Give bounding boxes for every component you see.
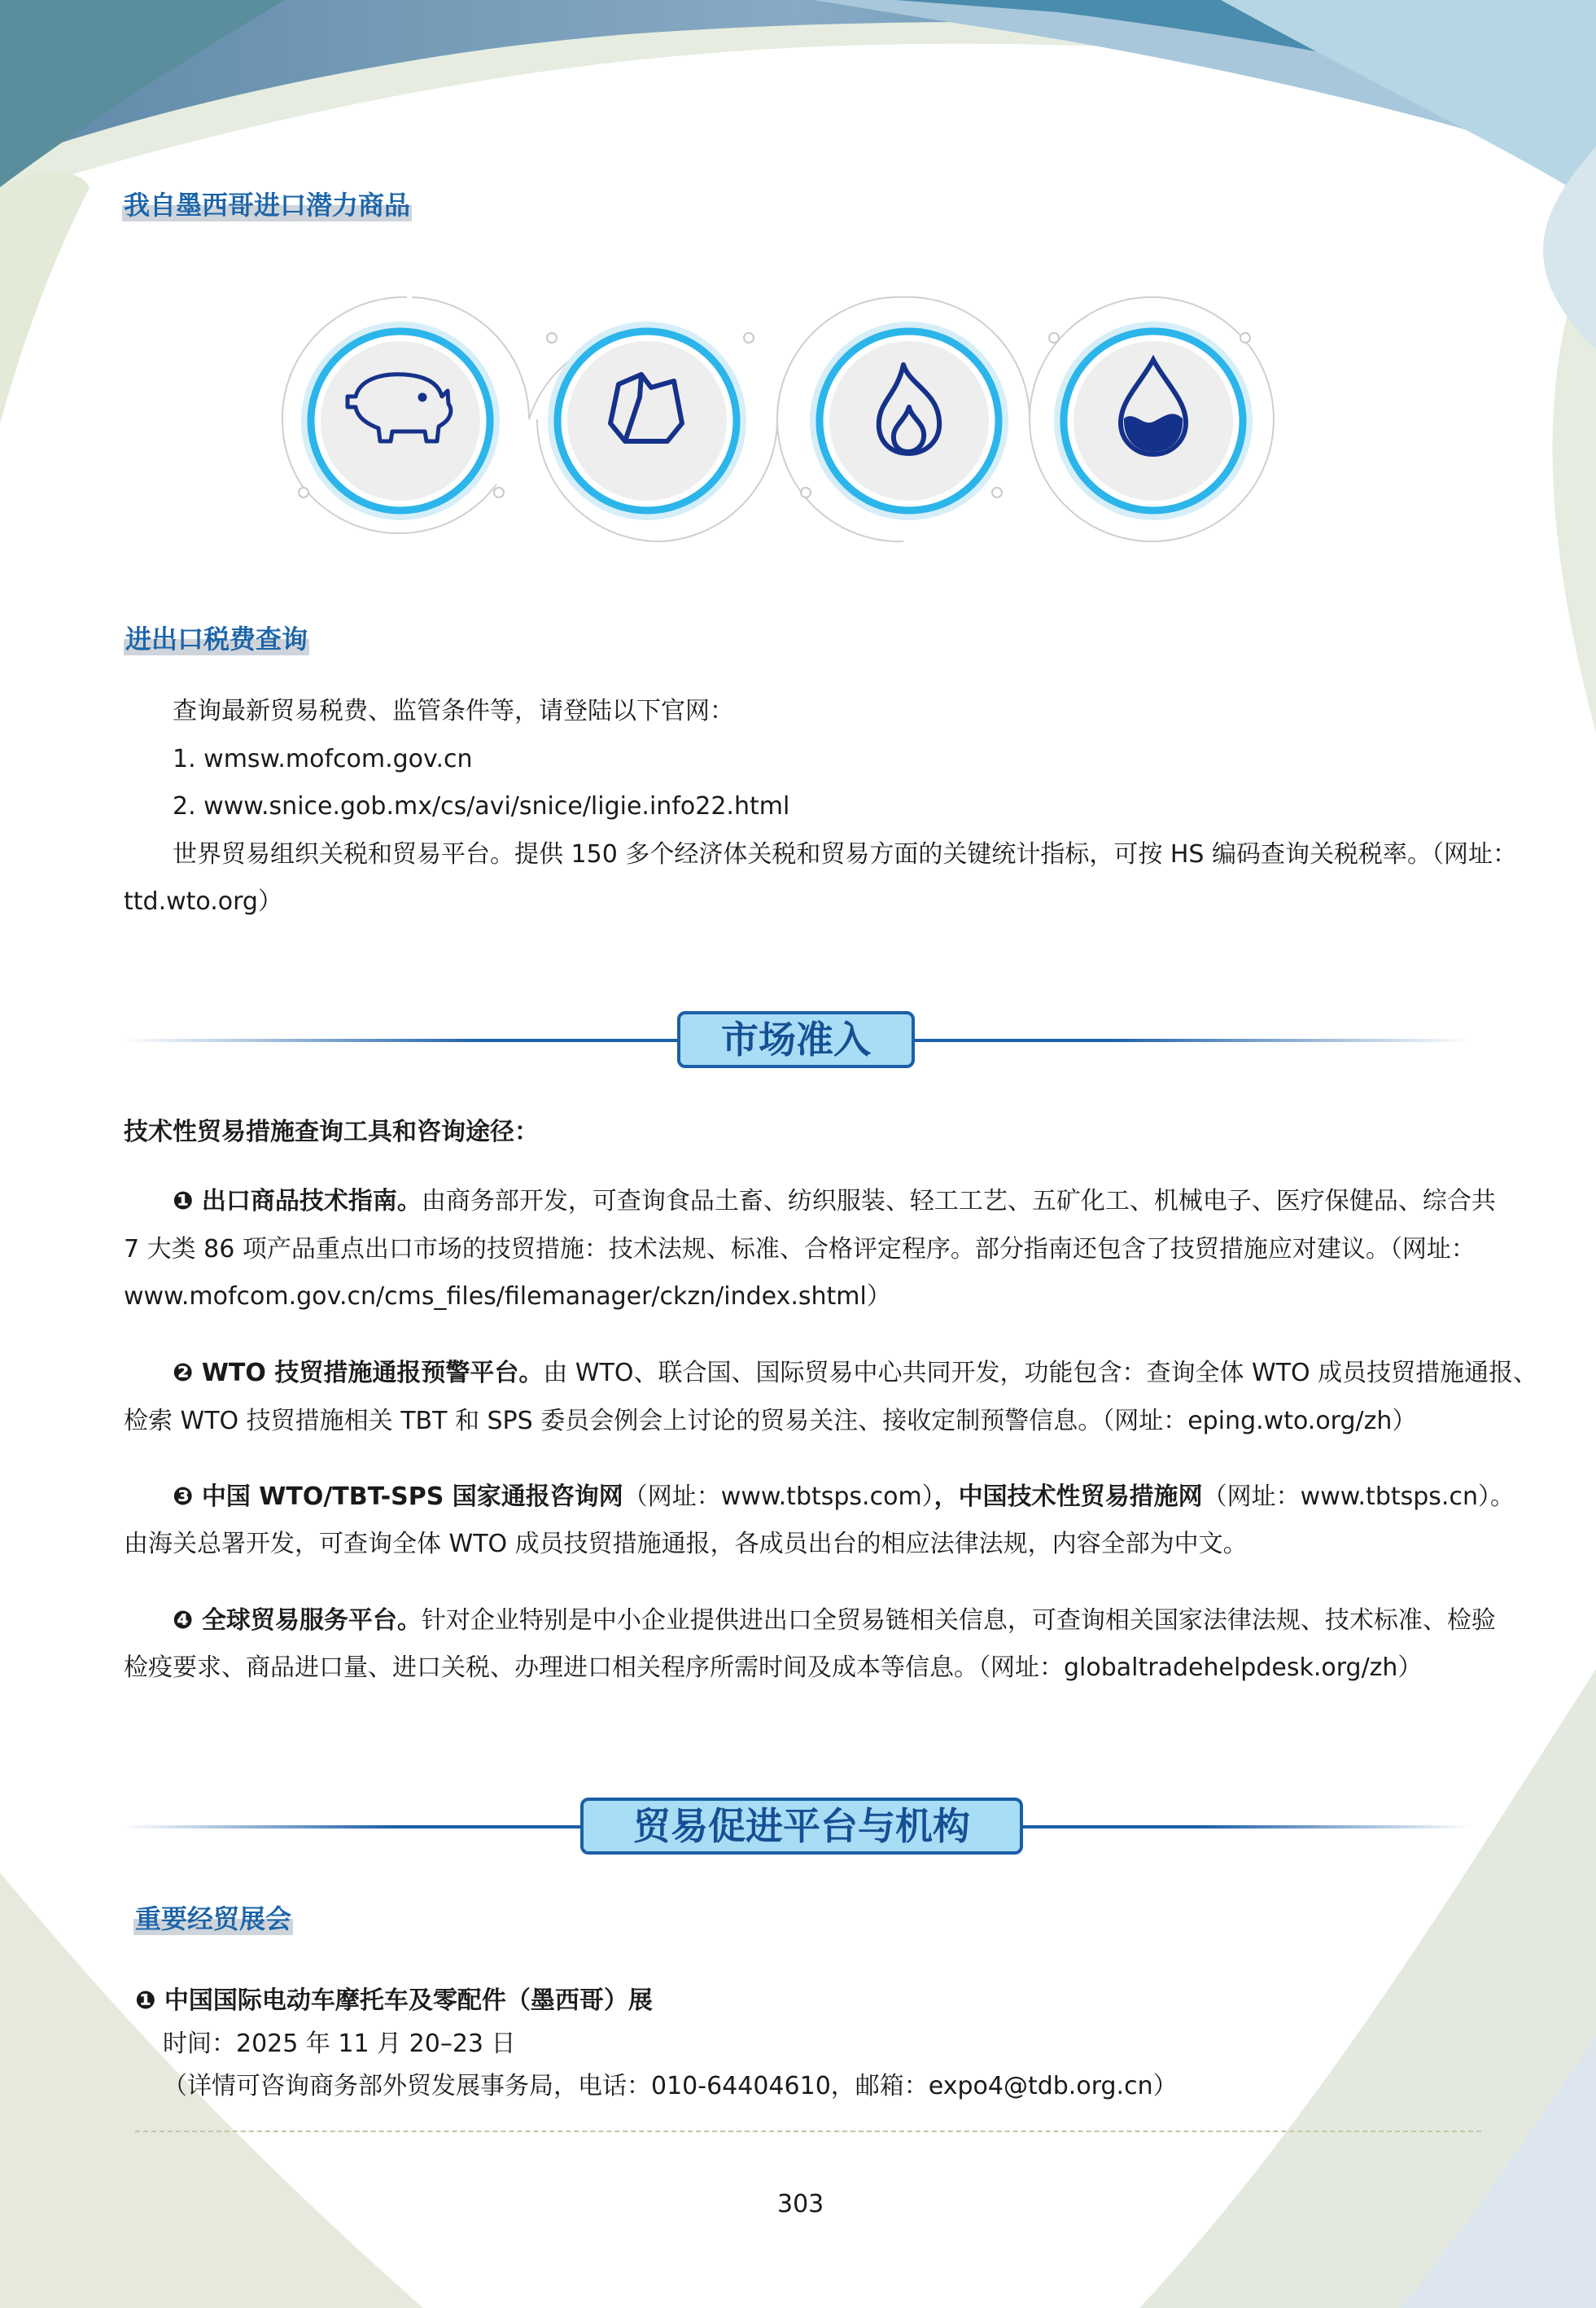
- market-item-3-line2: 由海关总署开发，可查询全体 WTO 成员技贸措施通报，各成员出台的相应法律法规，内容全部为中文。: [124, 1530, 1248, 1558]
- market-item-1-line3[interactable]: www.mofcom.gov.cn/cms_files/filemanager/ckzn/index.shtml）: [124, 1282, 891, 1311]
- expo-contact: （详情可咨询商务部外贸发展事务局，电话：010-64404610，邮箱：expo4@tdb.org.cn）: [163, 2072, 1178, 2100]
- promotion-subheading: 重要经贸展会: [135, 1903, 292, 1934]
- market-intro: 技术性贸易措施查询工具和咨询途径：: [124, 1118, 539, 1146]
- product-pork: [299, 319, 502, 523]
- market-title: 市场准入: [677, 1011, 915, 1068]
- tax-heading: 进出口税费查询: [125, 624, 308, 655]
- tax-wto-line2[interactable]: ttd.wto.org）: [124, 887, 282, 916]
- tax-wto-line1: 世界贸易组织关税和贸易平台。提供 150 多个经济体关税和贸易方面的关键统计指标，可按 HS 编码查询关税税率。（网址：: [173, 840, 1518, 869]
- page-number: 303: [777, 2190, 824, 2218]
- tax-link-2[interactable]: 2. www.snice.gob.mx/cs/avi/snice/ligie.info22.html: [173, 792, 790, 821]
- divider: [135, 2131, 1481, 2132]
- product-lng: [807, 319, 1011, 523]
- market-item-3-title-a: ❸ 中国 WTO/TBT-SPS 国家通报咨询网: [173, 1482, 623, 1511]
- market-item-1-line1: ❶ 出口商品技术指南。由商务部开发，可查询食品土畜、纺织服装、轻工工艺、五矿化工、机械电子、医疗保健品、综合共: [173, 1187, 1496, 1215]
- expo-time: 时间：2025 年 11 月 20–23 日: [163, 2030, 516, 2058]
- products-heading: 我自墨西哥进口潜力商品: [124, 190, 411, 221]
- market-item-3-title-b: ，中国技术性贸易措施网: [934, 1482, 1203, 1511]
- market-item-4-line1: ❹ 全球贸易服务平台。针对企业特别是中小企业提供进出口全贸易链相关信息，可查询相关国家法律法规、技术标准、检验: [173, 1606, 1496, 1635]
- tax-link-1[interactable]: 1. wmsw.mofcom.gov.cn: [173, 745, 473, 773]
- market-item-3-line1: ❸ 中国 WTO/TBT-SPS 国家通报咨询网（网址：www.tbtsps.com），中国技术性贸易措施网（网址：www.tbtsps.cn）。: [173, 1482, 1515, 1511]
- market-item-2-line1: ❷ WTO 技贸措施通报预警平台。由 WTO、联合国、国际贸易中心共同开发，功能包含：查询全体 WTO 成员技贸措施通报、: [173, 1359, 1538, 1387]
- market-item-1-line2: 7 大类 86 项产品重点出口市场的技贸措施：技术法规、标准、合格评定程序。部分指南还包含了技贸措施应对建议。（网址：: [124, 1235, 1476, 1263]
- market-item-4-title: ❹ 全球贸易服务平台。: [173, 1606, 422, 1635]
- market-item-2-title: ❷ WTO 技贸措施通报预警平台。: [173, 1359, 544, 1387]
- market-item-1-title: ❶ 出口商品技术指南。: [173, 1187, 422, 1215]
- expo-name: ❶ 中国国际电动车摩托车及零配件（墨西哥）展: [135, 1986, 653, 2015]
- market-item-4-line2: 检疫要求、商品进口量、进口关税、办理进口相关程序所需时间及成本等信息。（网址：globaltradehelpdesk.org/zh）: [124, 1653, 1423, 1682]
- market-item-2-line2: 检索 WTO 技贸措施相关 TBT 和 SPS 委员会例会上讨论的贸易关注、接收定制预警信息。（网址：eping.wto.org/zh）: [124, 1407, 1417, 1435]
- product-copper: [545, 319, 749, 523]
- promotion-title: 贸易促进平台与机构: [580, 1798, 1023, 1855]
- product-crude-oil: [1052, 319, 1255, 523]
- tax-intro: 查询最新贸易税费、监管条件等，请登陆以下官网：: [173, 697, 734, 725]
